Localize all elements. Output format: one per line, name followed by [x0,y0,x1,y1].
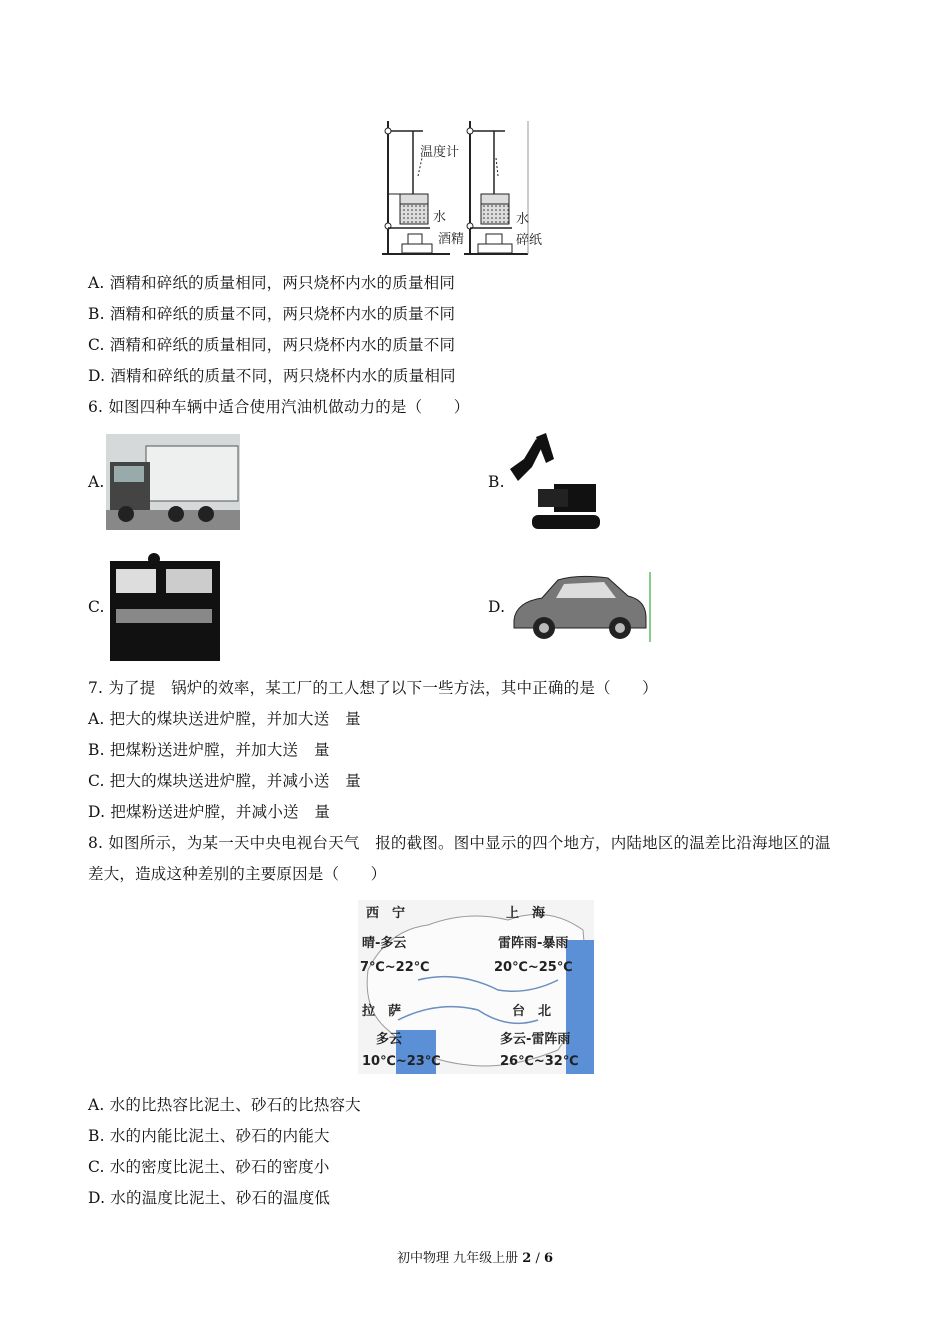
weather-map [358,900,594,1074]
lasa-name: 拉 萨 [362,1004,402,1019]
water-left-label: 水 [433,210,447,225]
xining-weather: 晴-多云 [362,936,407,951]
excavator-image [506,429,604,533]
shanghai-temp: 20℃~25℃ [494,960,573,975]
thermometer-label: 温度计 [420,145,460,160]
q5-option-a: A. 酒精和碎纸的质量相同，两只烧杯内水的质量相同 [88,274,456,292]
taibei-temp: 26℃~32℃ [500,1054,579,1069]
q6-option-b-label: B. [488,473,505,491]
scrap-paper-label: 碎纸 [516,233,543,248]
xining-temp: 7℃~22℃ [360,960,430,975]
q6-stem: 6. 如图四种车辆中适合使用汽油机做动力的是（ ） [88,398,470,416]
water-right-label: 水 [516,212,530,227]
lasa-temp: 10℃~23℃ [362,1054,441,1069]
q7-option-c: C. 把大的煤块送进炉膛，并减小送 量 [88,772,361,790]
footer-sep: / [535,1251,540,1266]
q5-option-d: D. 酒精和碎纸的质量不同，两只烧杯内水的质量相同 [88,367,456,385]
taibei-weather: 多云-雷阵雨 [500,1032,571,1047]
shanghai-name: 上 海 [506,906,546,921]
apparatus-drawing [378,116,578,256]
q7-option-d: D. 把煤粉送进炉膛，并减小送 量 [88,803,331,821]
q8-option-c: C. 水的密度比泥土、砂石的密度小 [88,1158,330,1176]
q8-option-b: B. 水的内能比泥土、砂石的内能大 [88,1127,330,1145]
q5-option-b: B. 酒精和碎纸的质量不同，两只烧杯内水的质量不同 [88,305,456,323]
q8-option-a: A. 水的比热容比泥土、砂石的比热容大 [88,1096,361,1114]
q6-option-a-label: A. [88,473,105,491]
lasa-weather: 多云 [376,1032,403,1047]
q6-option-d-label: D. [488,598,506,616]
footer-subject: 初中物理 [396,1251,449,1266]
page-footer [0,1247,950,1266]
footer-page: 2 [522,1251,532,1266]
q8-stem-line2: 差大，造成这种差别的主要原因是（ ） [88,865,387,883]
q7-option-b: B. 把煤粉送进炉膛，并加大送 量 [88,741,330,759]
shanghai-weather: 雷阵雨-暴雨 [498,936,569,951]
q5-option-c: C. 酒精和碎纸的质量相同，两只烧杯内水的质量不同 [88,336,456,354]
taibei-name: 台 北 [512,1004,552,1019]
bus-image [106,551,224,663]
car-image [508,572,652,642]
truck-image [106,434,240,530]
alcohol-label: 酒精 [438,232,465,247]
q7-option-a: A. 把大的煤块送进炉膛，并加大送 量 [88,710,361,728]
q8-stem-line1: 8. 如图所示，为某一天中央电视台天气 报的截图。图中显示的四个地方，内陆地区的温差比沿海地区的温 [88,834,831,852]
apparatus-figure [378,116,578,256]
footer-grade: 九年级上册 [453,1251,519,1266]
xining-name: 西 宁 [366,906,406,921]
q7-stem: 7. 为了提 锅炉的效率，某工厂的工人想了以下一些方法，其中正确的是（ ） [88,679,658,697]
footer-total: 6 [543,1251,554,1266]
q8-option-d: D. 水的温度比泥土、砂石的温度低 [88,1189,331,1207]
q6-option-c-label: C. [88,598,105,616]
